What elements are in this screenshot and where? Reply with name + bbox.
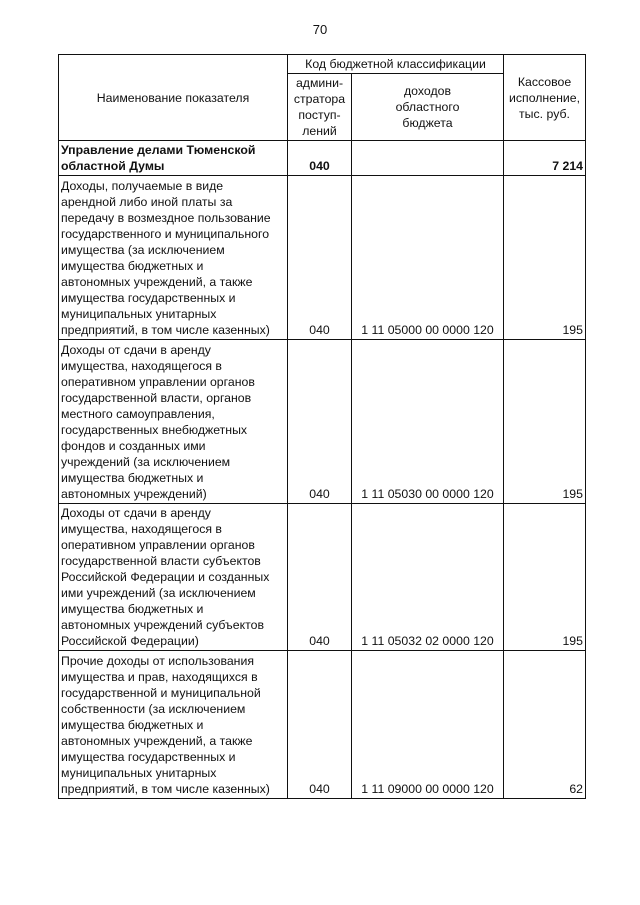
row-income-code: 1 11 05000 00 0000 120 xyxy=(352,176,504,340)
row-income-code: 1 11 05030 00 0000 120 xyxy=(352,340,504,504)
header-admin-code: админи- стратора поступ- лений xyxy=(288,74,352,141)
header-amount: Кассовое исполнение, тыс. руб. xyxy=(504,55,586,141)
row-name: Доходы от сдачи в аренду имущества, находящегося в оперативном управлении органов государственной власти субъектов Российской Федерации и созданных ими учреждений (за исключением имущества бюджетных и автономных учреждений субъектов Российской Федерации) xyxy=(59,504,288,651)
row-name: Управление делами Тюменской областной Думы xyxy=(59,141,288,176)
row-amount: 195 xyxy=(504,176,586,340)
header-row-top xyxy=(59,55,586,74)
table-row xyxy=(59,340,586,504)
row-income-code xyxy=(352,141,504,176)
page-number: 70 xyxy=(312,22,328,37)
row-amount: 195 xyxy=(504,504,586,651)
row-admin-code: 040 xyxy=(288,176,352,340)
header-indicator-name: Наименование показателя xyxy=(59,55,288,141)
row-admin-code: 040 xyxy=(288,504,352,651)
table-row xyxy=(59,176,586,340)
row-admin-code: 040 xyxy=(288,340,352,504)
row-name: Доходы от сдачи в аренду имущества, находящегося в оперативном управлении органов государственной власти, органов местного самоуправления, государственных внебюджетных фондов и созданных ими учреждений (за исключением имущества бюджетных и автономных учреждений) xyxy=(59,340,288,504)
header-budget-code-group: Код бюджетной классификации xyxy=(288,55,504,74)
row-amount: 62 xyxy=(504,651,586,799)
row-amount: 195 xyxy=(504,340,586,504)
table-row xyxy=(59,141,586,176)
header-income-code: доходов областного бюджета xyxy=(352,74,504,141)
row-name: Прочие доходы от использования имущества и прав, находящихся в государственной и муниципальной собственности (за исключением имущества бюджетных и автономных учреждений, а также имущества государственных и муниципальных унитарных предприятий, в том числе казенных) xyxy=(59,651,288,799)
table-row xyxy=(59,651,586,799)
row-admin-code: 040 xyxy=(288,651,352,799)
table-row xyxy=(59,504,586,651)
row-income-code: 1 11 09000 00 0000 120 xyxy=(352,651,504,799)
row-amount: 7 214 xyxy=(504,141,586,176)
row-name: Доходы, получаемые в виде арендной либо иной платы за передачу в возмездное пользование государственного и муниципального имущества (за исключением имущества бюджетных и автономных учреждений, а также имущества государственных и муниципальных унитарных предприятий, в том числе казенных) xyxy=(59,176,288,340)
budget-report-table xyxy=(58,54,586,799)
row-income-code: 1 11 05032 02 0000 120 xyxy=(352,504,504,651)
row-admin-code: 040 xyxy=(288,141,352,176)
